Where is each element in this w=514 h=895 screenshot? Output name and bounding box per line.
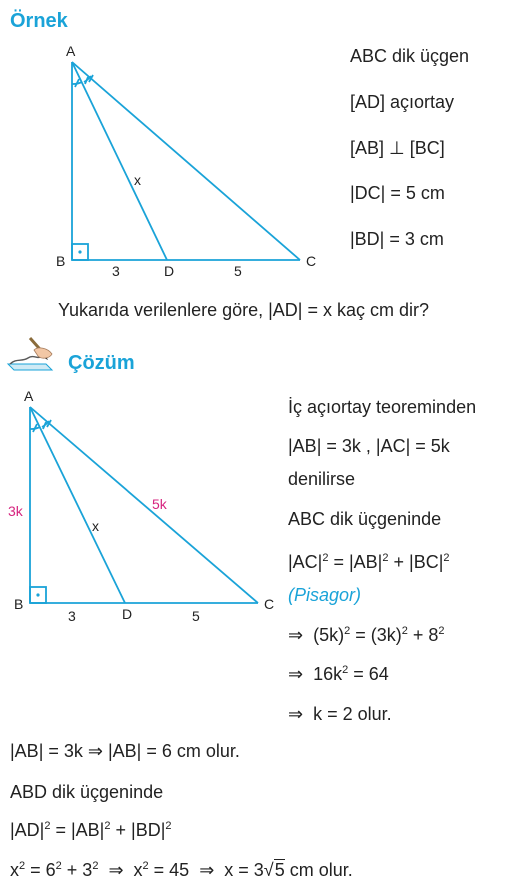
cozum-label-ab-3k: 3k xyxy=(8,503,23,519)
implies-arrow-1: ⇒ xyxy=(288,625,304,645)
ornek-right-angle-dot xyxy=(78,250,81,253)
ornek-label-bd: 3 xyxy=(112,263,120,279)
ornek-label-dc: 5 xyxy=(234,263,242,279)
ornek-label-c: C xyxy=(306,253,317,269)
solution-line-4: ABC dik üçgeninde xyxy=(288,509,442,529)
pisagor-note: (Pisagor) xyxy=(288,585,362,605)
step-k-equals-2 xyxy=(288,704,392,725)
ab-result-line: |AB| = 3k ⇒ |AB| = 6 cm olur. xyxy=(10,741,240,761)
cozum-label-b: B xyxy=(14,596,24,612)
implies-arrow-3: ⇒ xyxy=(288,704,304,724)
given-2: [AD] açıortay xyxy=(350,92,455,112)
cozum-label-d: D xyxy=(122,606,133,622)
solution-line-2: |AB| = 3k , |AC| = 5k xyxy=(288,436,450,456)
ornek-label-b: B xyxy=(56,253,66,269)
k-result: k = 2 olur. xyxy=(313,704,392,724)
cozum-label-a: A xyxy=(24,388,34,404)
cozum-right-angle-dot xyxy=(36,593,39,596)
final-suffix: cm olur. xyxy=(284,860,353,880)
cozum-triangle-diagram xyxy=(0,385,290,630)
given-3: [AB] ⊥ [BC] xyxy=(350,138,445,158)
cozum-label-c: C xyxy=(264,596,275,612)
step-substitution: ⇒ $(5k)^2 = (3k)^2 + 8^2$ xyxy=(288,625,445,645)
ornek-label-x: x xyxy=(134,172,141,188)
given-5: |BD| = 3 cm xyxy=(350,229,444,249)
cozum-heading: Çözüm xyxy=(68,352,135,374)
ornek-triangle-diagram xyxy=(0,40,340,285)
cozum-label-x: x xyxy=(92,518,99,534)
solution-line-3: denilirse xyxy=(288,469,356,489)
ornek-label-d: D xyxy=(164,263,175,279)
cozum-label-ac-5k: 5k xyxy=(152,496,167,512)
cozum-label-bd: 3 xyxy=(68,608,76,624)
cozum-label-dc: 5 xyxy=(192,608,200,624)
step-16k2: ⇒ $16k^2 = 64$ xyxy=(288,664,389,684)
question-text: Yukarıda verilenlere göre, |AD| = x kaç cm dir? xyxy=(58,300,430,320)
abd-pythagoras-formula: $|AD|^2 = |AB|^2 + |BD|^2$ xyxy=(10,820,172,840)
implies-arrow-2: ⇒ xyxy=(288,664,304,684)
sqrt-argument: 5 xyxy=(274,860,285,880)
cozum-bisector-ad xyxy=(30,407,125,603)
solution-line-1: İç açıortay teoreminden xyxy=(288,397,477,417)
cozum-side-ac xyxy=(30,407,258,603)
ornek-side-ac xyxy=(72,62,300,260)
given-4: |DC| = 5 cm xyxy=(350,183,445,203)
pythagoras-formula: $|AC|^2 = |AB|^2 + |BC|^2$ xyxy=(288,552,450,572)
pencil-writing-icon xyxy=(6,334,58,374)
ornek-bisector-ad xyxy=(72,62,167,260)
ornek-label-a: A xyxy=(66,43,76,59)
abd-triangle-line: ABD dik üçgeninde xyxy=(10,782,164,802)
given-1: ABC dik üçgen xyxy=(350,46,470,66)
ornek-heading: Örnek xyxy=(10,10,68,32)
final-result-line: $x^2 = 6^2 + 3^2$ ⇒ $x^2 = 45$ ⇒ x = 3√5 cm olur. xyxy=(10,860,353,880)
